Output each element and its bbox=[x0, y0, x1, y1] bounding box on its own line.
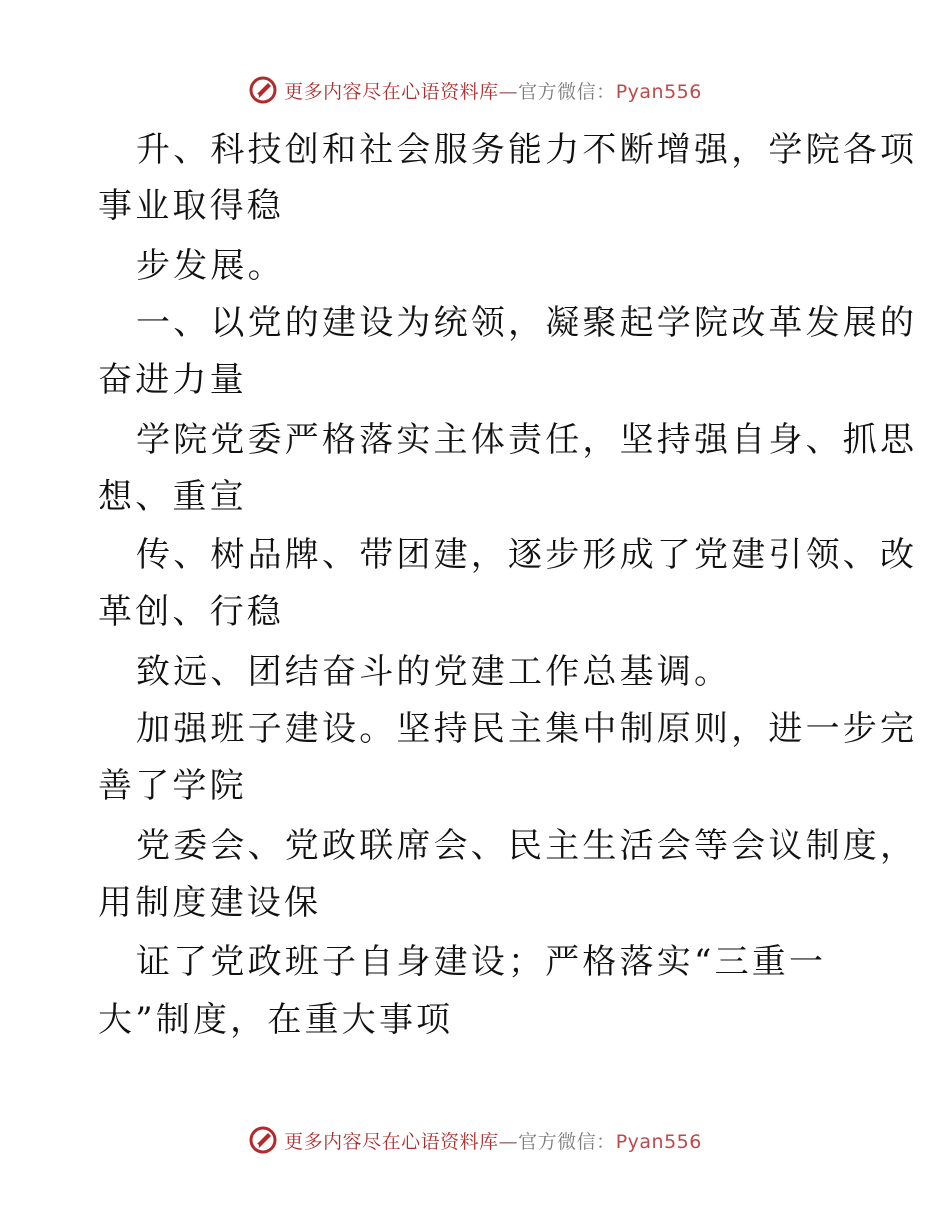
watermark-text bbox=[284, 1127, 702, 1154]
watermark-official-label: 官方微信： bbox=[518, 1130, 616, 1153]
section-heading-continued: 奋进力量 bbox=[98, 360, 247, 400]
text-line: 致远、团结奋斗的党建工作总基调。 bbox=[136, 652, 732, 692]
ink-pen-logo-icon bbox=[248, 1125, 278, 1155]
text-line: 想、重宣 bbox=[98, 477, 247, 517]
header-watermark bbox=[0, 70, 950, 110]
section-heading: 一、以党的建设为统领，凝聚起学院改革发展的 bbox=[136, 303, 918, 343]
watermark-main-text: 更多内容尽在心语资料库 bbox=[284, 1130, 499, 1153]
text-line: 大”制度，在重大事项 bbox=[98, 1000, 454, 1040]
watermark-official-label: 官方微信： bbox=[518, 80, 616, 103]
watermark-dash: — bbox=[498, 1130, 519, 1153]
watermark-main-text: 更多内容尽在心语资料库 bbox=[284, 80, 499, 103]
watermark-wechat-id: Pyan556 bbox=[615, 80, 702, 103]
text-line: 革创、行稳 bbox=[98, 592, 284, 632]
text-line: 党委会、党政联席会、民主生活会等会议制度， bbox=[136, 826, 918, 866]
text-line: 升、科技创和社会服务能力不断增强，学院各项 bbox=[136, 130, 918, 170]
text-line: 用制度建设保 bbox=[98, 883, 322, 923]
text-line: 步发展。 bbox=[136, 246, 285, 286]
watermark-wechat-id: Pyan556 bbox=[615, 1130, 702, 1153]
watermark-text bbox=[284, 77, 702, 104]
watermark-dash: — bbox=[498, 80, 519, 103]
text-line: 学院党委严格落实主体责任，坚持强自身、抓思 bbox=[136, 420, 918, 460]
text-line: 善了学院 bbox=[98, 766, 247, 806]
text-line: 事业取得稳 bbox=[98, 186, 284, 226]
text-line: 传、树品牌、带团建，逐步形成了党建引领、改 bbox=[136, 535, 918, 575]
text-line: 加强班子建设。坚持民主集中制原则，进一步完 bbox=[136, 709, 918, 749]
text-line: 证了党政班子自身建设；严格落实“三重一 bbox=[136, 942, 827, 982]
ink-pen-logo-icon bbox=[248, 75, 278, 105]
footer-watermark bbox=[0, 1120, 950, 1160]
